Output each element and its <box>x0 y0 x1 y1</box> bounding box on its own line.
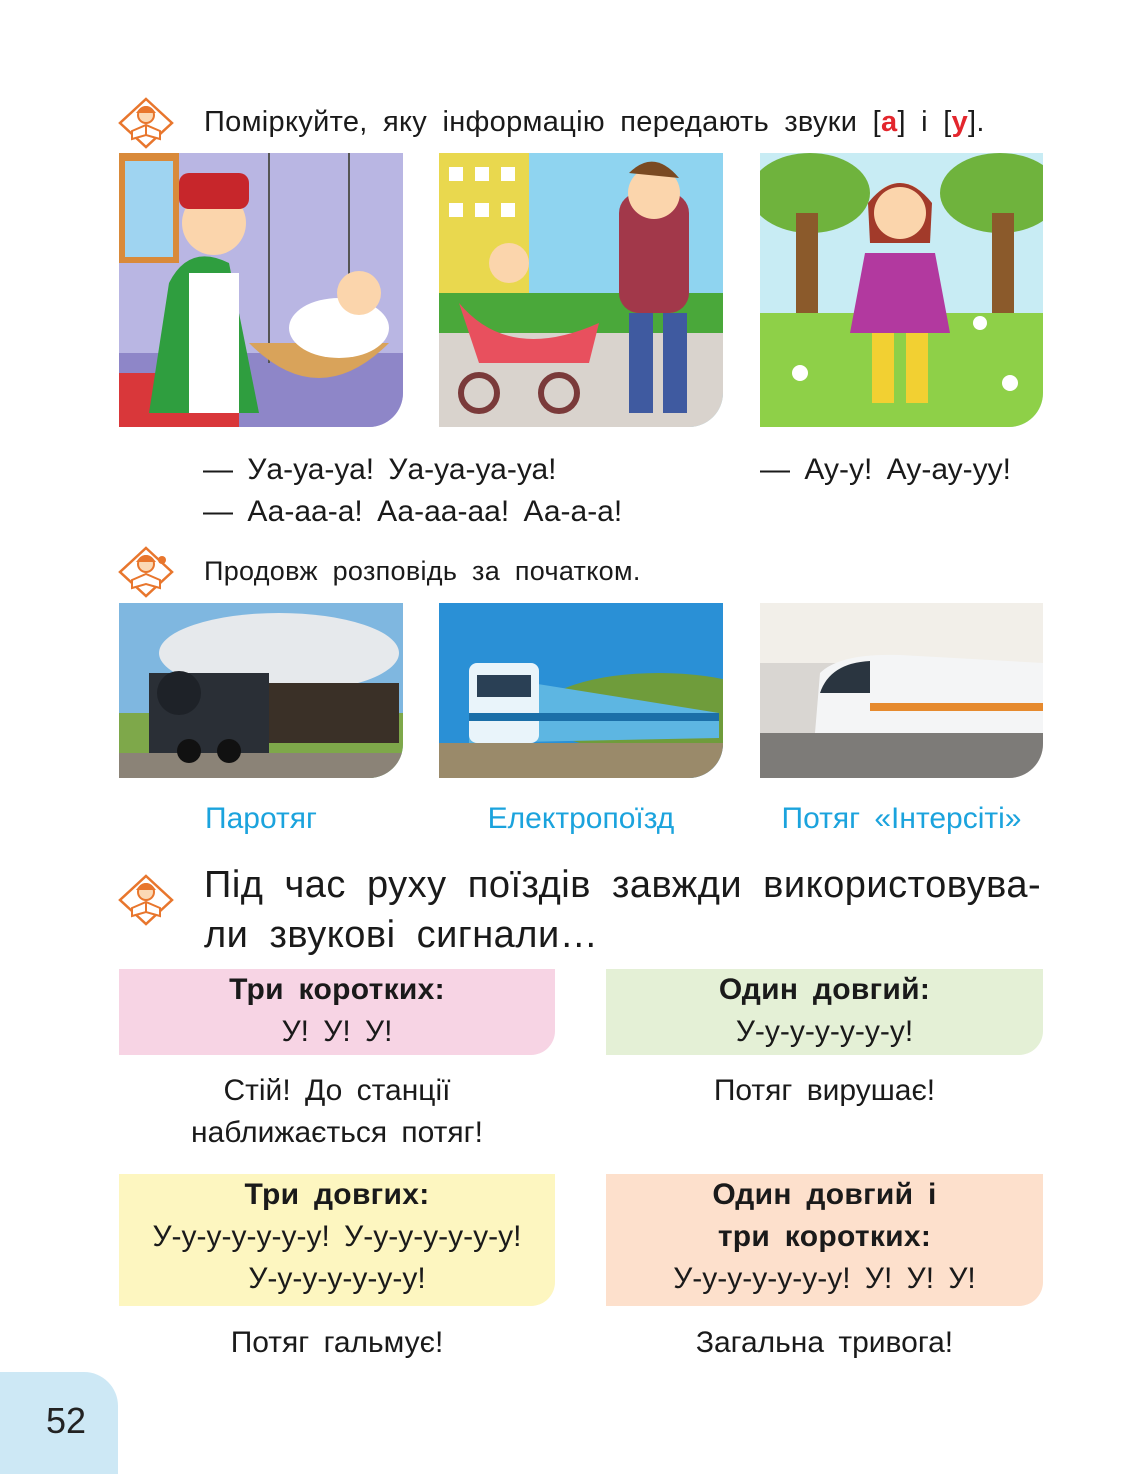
signal-meaning-brakes: Потяг гальмує! <box>230 1326 444 1359</box>
signal-sound: У-у-у-у-у-у-у! У! У! У! <box>673 1262 976 1295</box>
intercity-train-photo <box>760 603 1043 778</box>
steam-locomotive-photo <box>119 603 403 778</box>
signal-card-alarm <box>606 1174 1043 1306</box>
dialog-line-girl: — Ау-у! Ау-ау-уу! <box>760 453 1012 486</box>
signal-meaning-stop: Стій! До станції наближається потяг! <box>191 1074 483 1149</box>
signal-meaning-alarm: Загальна тривога! <box>695 1326 954 1359</box>
reading-child-icon <box>118 97 174 149</box>
dialog-line-baby: — Уа-уа-уа! Уа-уа-уа-уа! <box>203 453 557 486</box>
electric-train-photo <box>439 603 723 778</box>
signal-sound: У-у-у-у-у-у-у! У-у-у-у-у-у-у! У-у-у-у-у-у-у! <box>152 1220 522 1295</box>
caption-electric-train: Електропоїзд <box>487 802 675 835</box>
signal-title: Три довгих: <box>244 1178 430 1211</box>
signal-title: Один довгий і три коротких: <box>712 1178 937 1253</box>
task2-text: Продовж розповідь за початком. <box>204 556 641 586</box>
signal-meaning-departs: Потяг вирушає! <box>713 1074 936 1107</box>
signal-title: Три коротких: <box>229 973 445 1006</box>
reading-child-icon <box>118 874 174 926</box>
page-number: 52 <box>46 1400 87 1441</box>
caption-steam-train: Паротяг <box>205 802 317 835</box>
signal-card-three-long <box>119 1174 555 1306</box>
dialog-line-mother: — Аа-аа-а! Аа-аа-аа! Аа-а-а! <box>203 495 623 528</box>
signal-title: Один довгий: <box>718 973 931 1006</box>
task1-text: Поміркуйте, яку інформацію передають звуки [а] і [у]. <box>204 106 985 138</box>
task3-text: Під час руху поїздів завжди використовува-ли звукові сигнали… <box>204 864 1042 956</box>
signal-sound: У! У! У! <box>281 1015 393 1048</box>
page-number-tab <box>0 1372 118 1474</box>
girl-in-forest-illustration <box>760 153 1043 427</box>
father-with-stroller-illustration <box>439 153 723 427</box>
caption-intercity-train: Потяг «Інтерсіті» <box>781 802 1022 835</box>
mother-rocking-cradle-illustration <box>119 153 403 427</box>
storytelling-child-icon <box>118 546 174 598</box>
signal-card-one-long <box>606 969 1043 1055</box>
signal-sound: У-у-у-у-у-у-у! <box>735 1015 914 1048</box>
signal-card-three-short <box>119 969 555 1055</box>
